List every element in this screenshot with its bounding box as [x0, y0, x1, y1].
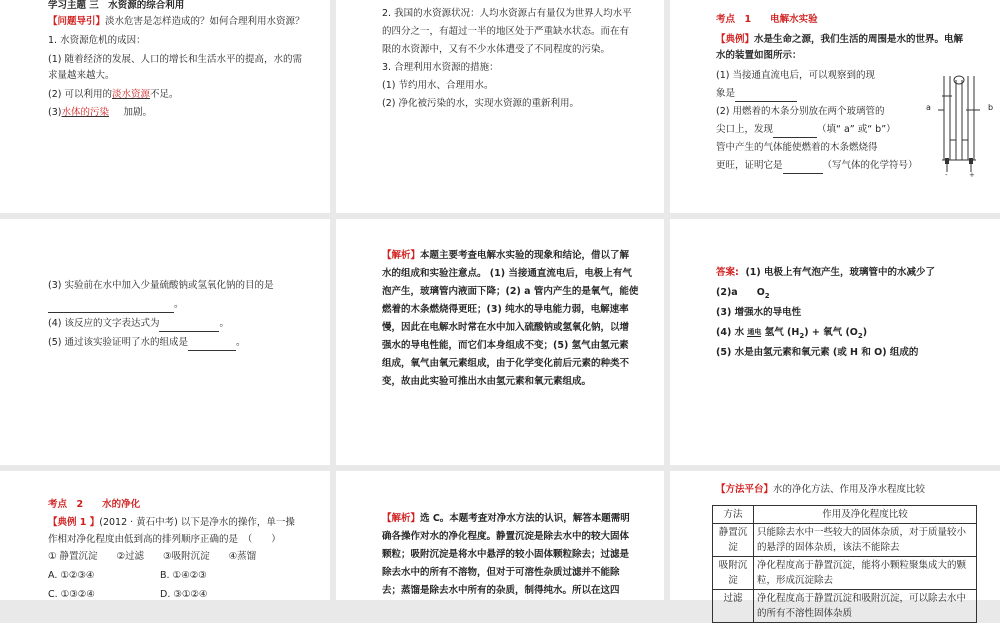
- answer-4-end: ): [862, 327, 868, 338]
- question-2d-text: 更旺，证明它是: [716, 160, 783, 171]
- slide-answers[interactable]: [670, 219, 1000, 465]
- cause-1a: (1) 随着经济的发展、人口的增长和生活水平的提高，水的需: [48, 54, 302, 65]
- status-line-3: 限的水资源中，又有不少水体遭受了不同程度的污染。: [382, 44, 611, 55]
- answer-4-sub1: 2: [799, 331, 805, 340]
- answer-1: (1) 电极上有气泡产生，玻璃管中的水减少了: [745, 267, 936, 278]
- question-1b: [716, 86, 797, 102]
- answer-blank[interactable]: [773, 125, 817, 138]
- question-2d: [716, 158, 918, 174]
- option-c[interactable]: C. ①③②④: [48, 589, 95, 600]
- option-b[interactable]: B. ①④②③: [160, 570, 207, 581]
- analysis-line-7: 组成，氧气由氧元素组成，由于化学变化前后元素的种类不: [382, 358, 630, 369]
- slide-questions-cont[interactable]: [0, 219, 330, 465]
- table-cell-method: 吸附沉淀: [713, 557, 754, 590]
- analysis2-line-3: 颗粒；吸附沉淀是将水中悬浮的较小固体颗粒除去；过滤是: [382, 549, 630, 560]
- analysis-line-6: 强水的导电性能，而它们本身组成不变；(5) 氢气由氢元素: [382, 340, 629, 351]
- example-line-2: 水的装置如图所示：: [716, 50, 802, 61]
- analysis-tag: 【解析】: [382, 250, 421, 261]
- answer-pollution: 水体的污染: [61, 107, 109, 118]
- analysis2-tag: 【解析】: [382, 513, 421, 524]
- slide-title: 学习主题 三 水资源的综合利用: [48, 0, 185, 11]
- slide-water-purification[interactable]: [0, 471, 330, 600]
- table-row: [713, 524, 977, 557]
- operations-list: ① 静置沉淀 ②过滤 ③吸附沉淀 ④蒸馏: [48, 551, 257, 562]
- slide-analysis-purification[interactable]: [336, 471, 664, 600]
- method-title-line: [716, 482, 925, 498]
- answer-4-mid: ) + 氧气 (O: [804, 327, 858, 338]
- method-title: 水的净化方法、作用及净水程度比较: [773, 484, 926, 495]
- question-4: (4) 该反应的文字表达式为 。: [48, 316, 229, 332]
- slide-water-resources[interactable]: [0, 0, 330, 213]
- example-text: 水是生命之源，我们生活的周围是水的世界。电解: [754, 34, 964, 45]
- analysis-line-8: 变，故由此实验可推出水由氢元素和氧元素组成。: [382, 376, 592, 387]
- question-2b: [716, 122, 896, 138]
- key-point-title: 考点 1 电解水实验: [716, 14, 818, 25]
- measure-2: (2) 净化被污染的水，实现水资源的重新利用。: [382, 98, 579, 109]
- table-header-row: [713, 506, 977, 524]
- guide-line: [48, 14, 305, 30]
- analysis2-line-1: [382, 511, 630, 527]
- answer-2: (2)a O: [716, 287, 765, 298]
- analysis2-line-4: 除去水中的所有不溶物，但对于可溶性杂质过滤并不能除: [382, 567, 620, 578]
- comparison-table: [712, 505, 977, 623]
- status-line-2: 的四分之一，有超过一半的地区处于严重缺水状态。而在有: [382, 26, 630, 37]
- status-line-1: 2. 我国的水资源状况：人均水资源占有量仅为世界人均水平: [382, 8, 632, 19]
- table-cell-method: 静置沉淀: [713, 524, 754, 557]
- slide-electrolysis[interactable]: [670, 0, 1000, 213]
- analysis-line-4: 燃着的木条燃烧得更旺；(3) 纯水的导电能力弱，电解速率: [382, 304, 629, 315]
- answer-4-post: 氢气 (H: [764, 327, 800, 338]
- question-2a: (2) 用燃着的木条分别放在两个玻璃管的: [716, 106, 885, 117]
- key-point-title-2: 考点 2 水的净化: [48, 499, 141, 510]
- analysis2-line-2: 确各操作对水的净化程度。静置沉淀是除去水中的较大固体: [382, 531, 630, 542]
- cause-3: [48, 105, 152, 121]
- guide-tag: 【问题导引】: [48, 16, 106, 27]
- analysis-line-2: 水的组成和实验注意点。 (1) 当接通直流电后，电极上有气: [382, 268, 632, 279]
- table-header-method: 方法: [713, 506, 754, 524]
- electrolysis-apparatus-icon: [928, 70, 992, 178]
- question-2d-tail: （写气体的化学符号）: [822, 160, 918, 171]
- label-b: b: [988, 103, 994, 112]
- answer-line-3: (3) 增强水的导电性: [716, 307, 802, 318]
- cause-1b: 求量越来越大。: [48, 70, 115, 81]
- answer-fresh-water: 淡水资源: [111, 89, 150, 100]
- slide-water-status[interactable]: [336, 0, 664, 213]
- answer-line-4: [716, 325, 867, 344]
- analysis-line-3: 泡产生，玻璃管内液面下降；(2) a 管内产生的是氧气，能使: [382, 286, 639, 297]
- answer-blank[interactable]: [188, 338, 236, 351]
- analysis-line-1: [382, 248, 629, 264]
- cause-heading: 1. 水资源危机的成因：: [48, 35, 146, 46]
- table-cell-method: 过滤: [713, 590, 754, 623]
- svg-text:-: -: [945, 171, 948, 179]
- analysis-text-1: 本题主要考查电解水实验的现象和结论，借以了解: [420, 250, 630, 261]
- cause-2-post: 不足。: [150, 89, 179, 100]
- analysis-line-5: 慢，因此在电解水时常在水中加入硫酸钠或氢氧化钠，以增: [382, 322, 630, 333]
- table-row: [713, 557, 977, 590]
- guide-text: 淡水危害是怎样造成的？如何合理利用水资源？: [105, 16, 305, 27]
- reaction-arrow: 通电: [747, 328, 762, 336]
- example-1-text: (2012 · 黄石中考) 以下是净水的操作，单一操: [99, 517, 295, 528]
- table-cell-effect: 只能除去水中一些较大的固体杂质，对于质量较小的悬浮的固体杂质，该法不能除去: [754, 524, 977, 557]
- question-3-blank-line: 。: [48, 297, 184, 313]
- example-1-line-2: 作相对净化程度由低到高的排列顺序正确的是 （ ）: [48, 534, 281, 545]
- cause-3-post: 加剧。: [123, 107, 152, 118]
- question-2b-tail: （填“ a” 或“ b”）: [817, 124, 896, 135]
- answer-line-5: (5) 水是由氢元素和氧元素 (或 H 和 O) 组成的: [716, 347, 919, 358]
- answer-blank[interactable]: [783, 161, 823, 174]
- cause-2: [48, 87, 179, 103]
- analysis2-text-1: 选 C。本题考查对净水方法的认识，解答本题需明: [420, 513, 630, 524]
- svg-text:+: +: [969, 171, 975, 179]
- question-3: (3) 实验前在水中加入少量硫酸钠或氢氧化钠的目的是: [48, 280, 274, 291]
- table-header-effect: 作用及净化程度比较: [754, 506, 977, 524]
- example-1-tag: 【典例 1 】: [48, 517, 100, 528]
- analysis2-line-5: 去；蒸馏是除去水中所有的杂质，制得纯水。所以在这四: [382, 585, 620, 596]
- question-5-text: (5) 通过该实验证明了水的组成是: [48, 337, 188, 348]
- slide-analysis-electrolysis[interactable]: [336, 219, 664, 465]
- answer-tag: 答案:: [716, 267, 739, 278]
- slide-method-platform[interactable]: [670, 471, 1000, 619]
- measures-heading: 3. 合理利用水资源的措施：: [382, 62, 499, 73]
- answer-line-1: [716, 265, 935, 281]
- question-2c: 管中产生的气体能使燃着的木条燃烧得: [716, 142, 878, 153]
- example-line-1: [716, 32, 963, 48]
- method-tag: 【方法平台】: [716, 484, 774, 495]
- answer-2-sub: 2: [764, 291, 770, 300]
- measure-1: (1) 节约用水、合理用水。: [382, 80, 494, 91]
- cause-3-pre: (3): [48, 107, 62, 118]
- answer-blank[interactable]: [159, 319, 219, 332]
- answer-blank[interactable]: [735, 89, 797, 102]
- question-2b-text: 尖口上，发现: [716, 124, 774, 135]
- table-cell-effect: 净化程度高于静置沉淀和吸附沉淀，可以除去水中的所有不溶性固体杂质: [754, 590, 977, 623]
- question-1b-text: 象是: [716, 88, 736, 99]
- answer-line-2: [716, 285, 770, 304]
- answer-blank[interactable]: [48, 300, 174, 313]
- table-row: [713, 590, 977, 623]
- question-4-text: (4) 该反应的文字表达式为: [48, 318, 160, 329]
- example-1-line-1: [48, 515, 295, 531]
- table-cell-effect: 净化程度高于静置沉淀，能将小颗粒聚集成大的颗粒，形成沉淀除去: [754, 557, 977, 590]
- question-5: (5) 通过该实验证明了水的组成是 。: [48, 335, 246, 351]
- cause-2-pre: (2) 可以利用的: [48, 89, 112, 100]
- answer-4-pre: (4) 水: [716, 327, 745, 338]
- example-tag: 【典例】: [716, 34, 755, 45]
- option-a[interactable]: A. ①②③④: [48, 570, 95, 581]
- label-a: a: [926, 103, 931, 112]
- question-1a: (1) 当接通直流电后，可以观察到的现: [716, 70, 875, 81]
- answer-4-sub2: 2: [857, 331, 863, 340]
- option-d[interactable]: D. ③①②④: [160, 589, 208, 600]
